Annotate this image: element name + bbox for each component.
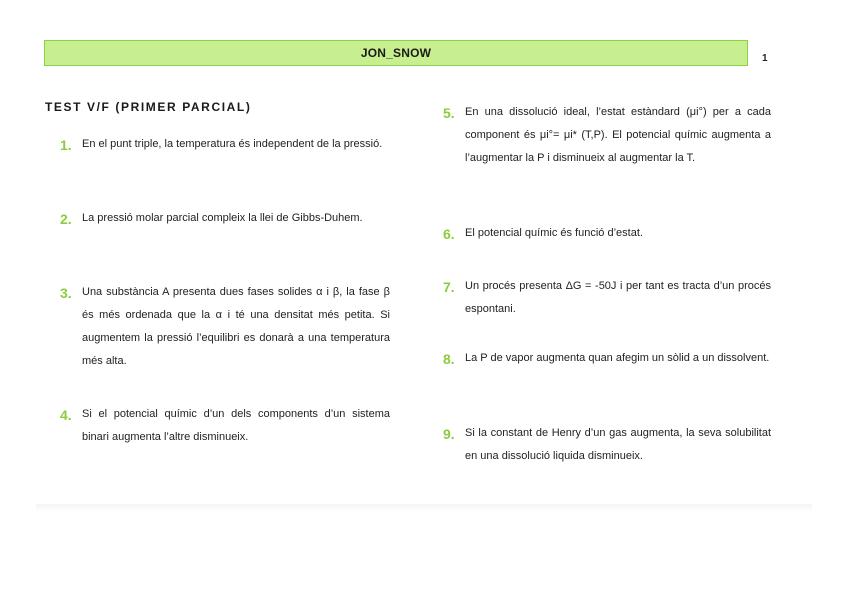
question-text: Si la constant de Henry d’un gas augmenta, la seva solubilitat en una dissolució liquida disminueix.	[465, 427, 771, 462]
question-number: 2.	[60, 211, 72, 227]
question-number: 7.	[443, 279, 455, 295]
question-item	[60, 136, 390, 156]
page-bottom-edge	[36, 504, 812, 512]
question-text: La P de vapor augmenta quan afegim un sòlid a un dissolvent.	[465, 352, 770, 364]
question-text: El potencial químic és funció d’estat.	[465, 227, 643, 239]
question-number: 5.	[443, 105, 455, 121]
question-number: 9.	[443, 426, 455, 442]
question-item	[443, 225, 771, 245]
question-text: Un procés presenta ΔG = -50J i per tant es tracta d’un procés espontani.	[465, 280, 771, 315]
question-number: 8.	[443, 351, 455, 367]
question-text: Si el potencial químic d’un dels components d’un sistema binari augmenta l’altre disminueix.	[82, 408, 390, 443]
question-item	[443, 350, 771, 370]
header-bar	[44, 40, 748, 66]
document-title: JON_SNOW	[360, 46, 432, 60]
question-item	[60, 406, 390, 449]
question-number: 4.	[60, 407, 72, 423]
question-text: Una substància A presenta dues fases solides α i β, la fase β és més ordenada que la α i té una densitat més petita. Si augmentem la pressió l’equilibri es donarà a una temperatura més alta.	[82, 286, 390, 367]
question-number: 3.	[60, 285, 72, 301]
page-number: 1	[762, 53, 768, 64]
question-text: En una dissolució ideal, l’estat estàndard (μi°) per a cada component és μi°= μi* (T,P). El potencial químic augmenta a l’augmentar la P i disminueix al augmentar la T.	[465, 106, 771, 164]
question-text: La pressió molar parcial compleix la llei de Gibbs-Duhem.	[82, 212, 363, 224]
question-item	[60, 284, 390, 373]
question-number: 6.	[443, 226, 455, 242]
question-item	[443, 425, 771, 468]
question-item	[443, 104, 771, 170]
question-item	[443, 278, 771, 321]
question-number: 1.	[60, 137, 72, 153]
question-item	[60, 210, 390, 230]
test-title: TEST V/F (PRIMER PARCIAL)	[45, 100, 252, 114]
question-text: En el punt triple, la temperatura és independent de la pressió.	[82, 138, 383, 150]
